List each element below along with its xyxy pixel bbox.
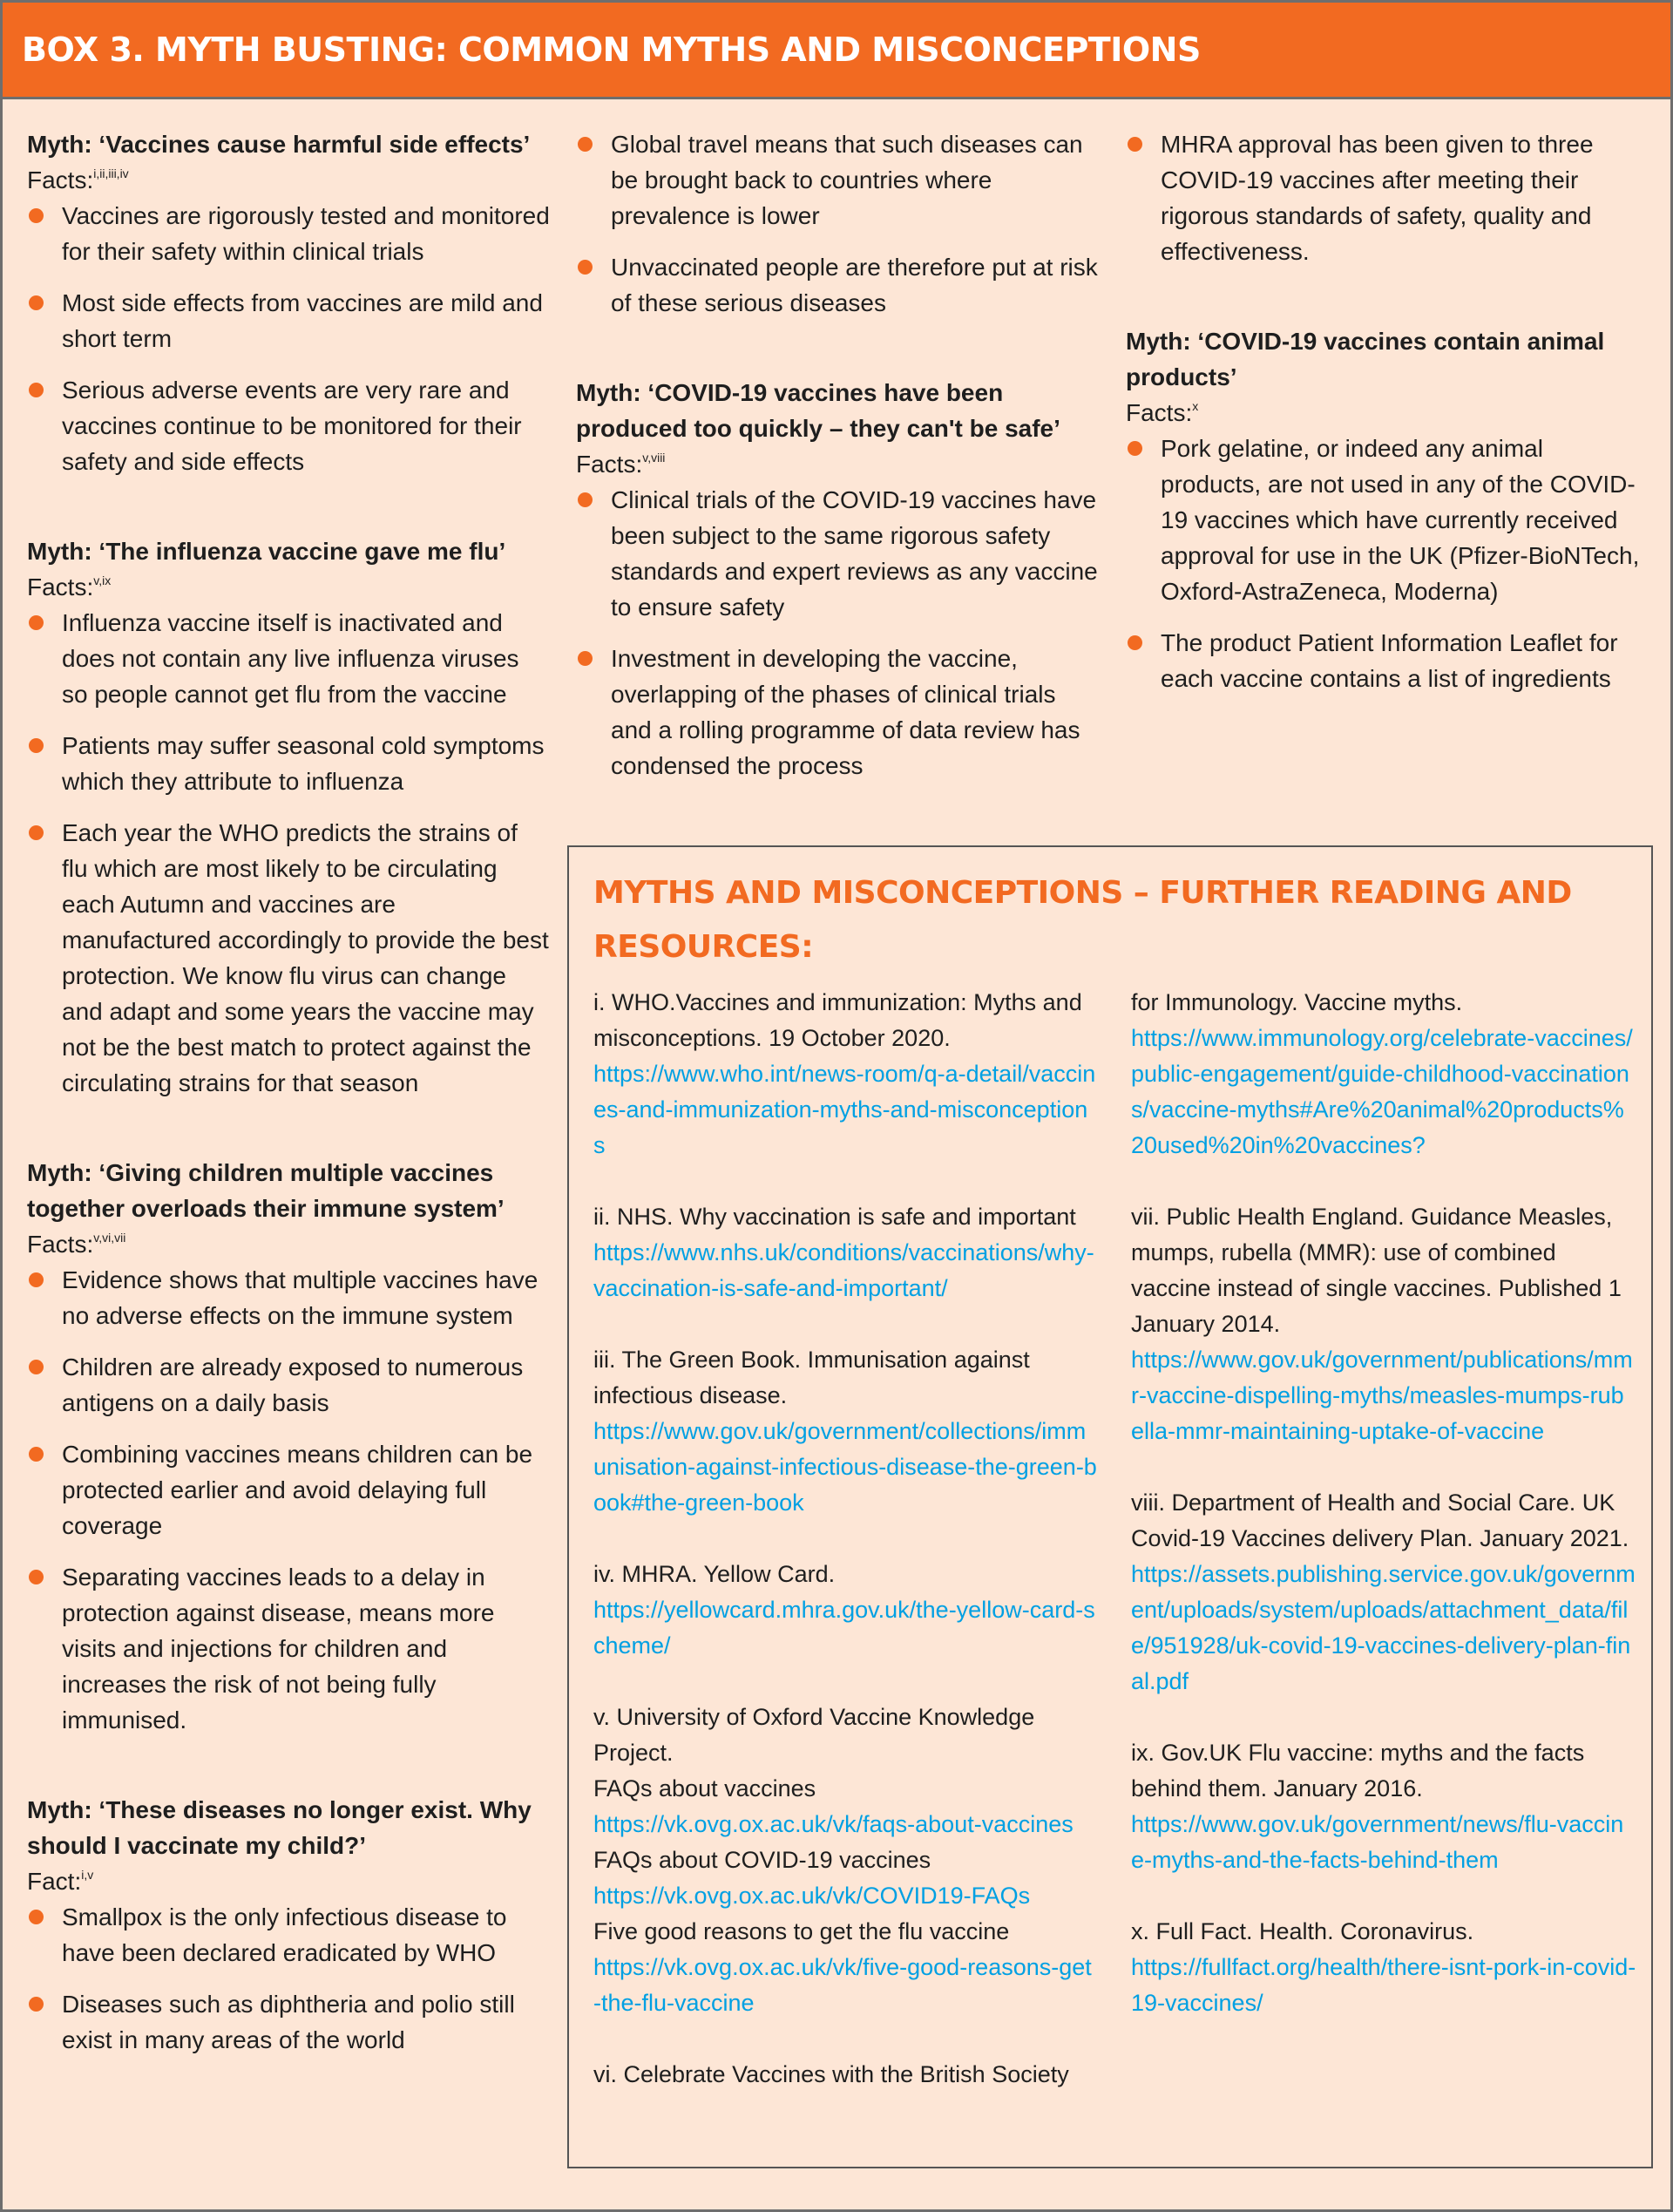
facts-label: Fact:$^{i,v}$ xyxy=(27,1868,94,1895)
reference-item xyxy=(1131,1735,1636,1878)
facts-label: Facts:$^x$ xyxy=(1126,399,1199,426)
bullet-icon xyxy=(29,1997,44,2012)
reference-text: v. University of Oxford Vaccine Knowledge Project. xyxy=(593,1704,1035,1766)
myth-heading: Myth: ‘Vaccines cause harmful side effects’ xyxy=(27,131,531,158)
facts-list xyxy=(576,482,1099,784)
column-3 xyxy=(1126,126,1649,712)
reference-text: for Immunology. Vaccine myths. xyxy=(1131,989,1463,1015)
list-item: Clinical trials of the COVID-19 vaccines have been subject to the same rigorous safety standards and expert reviews as any vaccine to ensure safety xyxy=(576,482,1099,625)
references-left-column xyxy=(593,985,1099,2128)
reference-subtitle: FAQs about vaccines xyxy=(593,1775,816,1801)
myth-heading: Myth: ‘Giving children multiple vaccines together overloads their immune system’ xyxy=(27,1159,505,1222)
reference-subtitle: FAQs about COVID-19 vaccines xyxy=(593,1847,931,1873)
reference-text: ix. Gov.UK Flu vaccine: myths and the facts behind them. January 2016. xyxy=(1131,1740,1585,1801)
list-item: Global travel means that such diseases can be brought back to countries where prevalence is lower xyxy=(576,126,1099,234)
facts-list xyxy=(576,126,1099,321)
facts-list xyxy=(27,1262,550,1738)
list-item: Smallpox is the only infectious disease to have been declared eradicated by WHO xyxy=(27,1899,550,1971)
facts-refs: v,ix xyxy=(93,573,112,587)
reference-item xyxy=(1131,1914,1636,2021)
reference-text: i. WHO.Vaccines and immunization: Myths and misconceptions. 19 October 2020. xyxy=(593,989,1082,1051)
facts-label: Facts:$^{v,ix}$ xyxy=(27,573,112,600)
further-reading-box xyxy=(567,845,1653,2168)
facts-refs: v,vi,vii xyxy=(93,1231,126,1245)
facts-label: Facts:$^{v,viii}$ xyxy=(576,451,666,478)
reference-text: vii. Public Health England. Guidance Measles, mumps, rubella (MMR): use of combined vaccine instead of single vaccines. Published 1 January 2014. xyxy=(1131,1204,1622,1337)
reference-item xyxy=(1131,985,1636,1164)
facts-list xyxy=(27,605,550,1101)
reference-item xyxy=(1131,1199,1636,1449)
facts-label: Facts:$^{v,vi,vii}$ xyxy=(27,1231,126,1258)
reference-text: iii. The Green Book. Immunisation against infectious disease. xyxy=(593,1347,1030,1408)
list-item: Pork gelatine, or indeed any animal products, are not used in any of the COVID-19 vaccines which have currently received approval for use in the UK (Pfizer-BioNTech, Oxford-AstraZeneca, Moderna) xyxy=(1126,431,1649,609)
list-item: Vaccines are rigorously tested and monitored for their safety within clinical trials xyxy=(27,198,550,269)
myth-heading: Myth: ‘The influenza vaccine gave me flu’ xyxy=(27,538,506,565)
box-title: BOX 3. MYTH BUSTING: COMMON MYTHS AND MISCONCEPTIONS xyxy=(22,31,1201,69)
reference-link[interactable]: https://fullfact.org/health/there-isnt-pork-in-covid-19-vaccines/ xyxy=(1131,1954,1636,2016)
bullet-icon xyxy=(29,1272,44,1287)
list-item: Diseases such as diphtheria and polio still exist in many areas of the world xyxy=(27,1986,550,2058)
facts-list xyxy=(1126,431,1649,696)
reference-item xyxy=(593,2057,1099,2093)
reference-link[interactable]: https://www.gov.uk/government/news/flu-vaccine-myths-and-the-facts-behind-them xyxy=(1131,1811,1624,1873)
bullet-icon xyxy=(578,260,593,275)
reference-text: iv. MHRA. Yellow Card. xyxy=(593,1561,836,1587)
references-right-column xyxy=(1131,985,1636,2057)
bullet-icon xyxy=(1128,441,1142,456)
bullet-icon xyxy=(578,492,593,507)
facts-list xyxy=(27,1899,550,2058)
bullet-icon xyxy=(29,1570,44,1584)
bullet-icon xyxy=(29,825,44,840)
bullet-icon xyxy=(29,1910,44,1924)
reference-text: ii. NHS. Why vaccination is safe and important xyxy=(593,1204,1076,1230)
reference-link[interactable]: https://vk.ovg.ox.ac.uk/vk/COVID19-FAQs xyxy=(593,1883,1031,1909)
bullet-icon xyxy=(29,1360,44,1374)
myth-heading: Myth: ‘COVID-19 vaccines contain animal products’ xyxy=(1126,328,1605,390)
list-item: Serious adverse events are very rare and vaccines continue to be monitored for their safety and side effects xyxy=(27,372,550,479)
reference-text: vi. Celebrate Vaccines with the British Society xyxy=(593,2061,1069,2087)
reference-link[interactable]: https://www.gov.uk/government/publications/mmr-vaccine-dispelling-myths/measles-mumps-rubella-mmr-maintaining-uptake-of-vaccine xyxy=(1131,1347,1633,1444)
facts-refs: i,ii,iii,iv xyxy=(93,166,129,180)
list-item: Influenza vaccine itself is inactivated and does not contain any live influenza viruses so people cannot get flu from the vaccine xyxy=(27,605,550,712)
facts-refs: i,v xyxy=(81,1868,94,1882)
bullet-icon xyxy=(29,738,44,753)
facts-list xyxy=(27,198,550,479)
myth-heading: Myth: ‘COVID-19 vaccines have been produced too quickly – they can't be safe’ xyxy=(576,379,1060,442)
reference-link[interactable]: https://vk.ovg.ox.ac.uk/vk/faqs-about-vaccines xyxy=(593,1811,1074,1837)
bullet-icon xyxy=(29,295,44,310)
list-item: Most side effects from vaccines are mild and short term xyxy=(27,285,550,356)
facts-label: Facts:$^{i,ii,iii,iv}$ xyxy=(27,166,129,193)
reference-text: x. Full Fact. Health. Coronavirus. xyxy=(1131,1918,1474,1944)
bullet-icon xyxy=(29,615,44,630)
bullet-icon xyxy=(29,383,44,397)
reference-item xyxy=(1131,1485,1636,1700)
reference-link[interactable]: https://www.gov.uk/government/collections/immunisation-against-infectious-disease-the-green-book#the-green-book xyxy=(593,1418,1097,1516)
reference-item xyxy=(593,1700,1099,2021)
reference-item xyxy=(593,1557,1099,1664)
bullet-icon xyxy=(29,1447,44,1462)
column-1 xyxy=(27,126,550,2073)
bullet-icon xyxy=(29,208,44,223)
reference-link[interactable]: https://www.who.int/news-room/q-a-detail/vaccines-and-immunization-myths-and-misconceptions xyxy=(593,1061,1096,1158)
reference-link[interactable]: https://www.immunology.org/celebrate-vaccines/public-engagement/guide-childhood-vaccinations/vaccine-myths#Are%20animal%20products%20used%20in%20vaccines? xyxy=(1131,1025,1633,1158)
reference-item xyxy=(593,985,1099,1164)
bullet-icon xyxy=(578,651,593,666)
facts-refs: x xyxy=(1192,399,1199,413)
list-item: MHRA approval has been given to three COVID-19 vaccines after meeting their rigorous standards of safety, quality and effectiveness. xyxy=(1126,126,1649,269)
reference-link[interactable]: https://www.nhs.uk/conditions/vaccinations/why-vaccination-is-safe-and-important/ xyxy=(593,1239,1094,1301)
reference-item xyxy=(593,1342,1099,1521)
list-item: Separating vaccines leads to a delay in protection against disease, means more visits and injections for children and increases the risk of not being fully immunised. xyxy=(27,1559,550,1738)
column-2 xyxy=(576,126,1099,799)
list-item: Combining vaccines means children can be protected earlier and avoid delaying full coverage xyxy=(27,1436,550,1544)
bullet-icon xyxy=(1128,635,1142,650)
list-item: Unvaccinated people are therefore put at risk of these serious diseases xyxy=(576,249,1099,321)
list-item: Children are already exposed to numerous antigens on a daily basis xyxy=(27,1349,550,1421)
facts-refs: v,viii xyxy=(642,451,666,465)
list-item: Evidence shows that multiple vaccines have no adverse effects on the immune system xyxy=(27,1262,550,1333)
myth-heading: Myth: ‘These diseases no longer exist. Why should I vaccinate my child?’ xyxy=(27,1796,532,1859)
facts-list xyxy=(1126,126,1649,269)
further-reading-title: MYTHS AND MISCONCEPTIONS – FURTHER READING AND RESOURCES: xyxy=(593,875,1572,965)
bullet-icon xyxy=(1128,137,1142,152)
reference-link[interactable]: https://vk.ovg.ox.ac.uk/vk/five-good-reasons-get-the-flu-vaccine xyxy=(593,1954,1092,2016)
list-item: Each year the WHO predicts the strains of flu which are most likely to be circulating each Autumn and vaccines are manufactured accordingly to provide the best protection. We know flu virus can change and adapt and some years the vaccine may not be the best match to protect against the circulating strains for that season xyxy=(27,815,550,1101)
bullet-icon xyxy=(578,137,593,152)
box-banner xyxy=(3,3,1670,99)
reference-subtitle: Five good reasons to get the flu vaccine xyxy=(593,1918,1010,1944)
list-item: Patients may suffer seasonal cold symptoms which they attribute to influenza xyxy=(27,728,550,799)
reference-link[interactable]: https://yellowcard.mhra.gov.uk/the-yellow-card-scheme/ xyxy=(593,1597,1095,1659)
list-item: Investment in developing the vaccine, overlapping of the phases of clinical trials and a rolling programme of data review has condensed the process xyxy=(576,641,1099,784)
reference-item xyxy=(593,1199,1099,1306)
reference-text: viii. Department of Health and Social Care. UK Covid-19 Vaccines delivery Plan. January 2021. xyxy=(1131,1489,1629,1551)
reference-link[interactable]: https://assets.publishing.service.gov.uk/government/uploads/system/uploads/attachment_data/file/951928/uk-covid-19-vaccines-delivery-plan-final.pdf xyxy=(1131,1561,1636,1694)
list-item: The product Patient Information Leaflet for each vaccine contains a list of ingredients xyxy=(1126,625,1649,696)
